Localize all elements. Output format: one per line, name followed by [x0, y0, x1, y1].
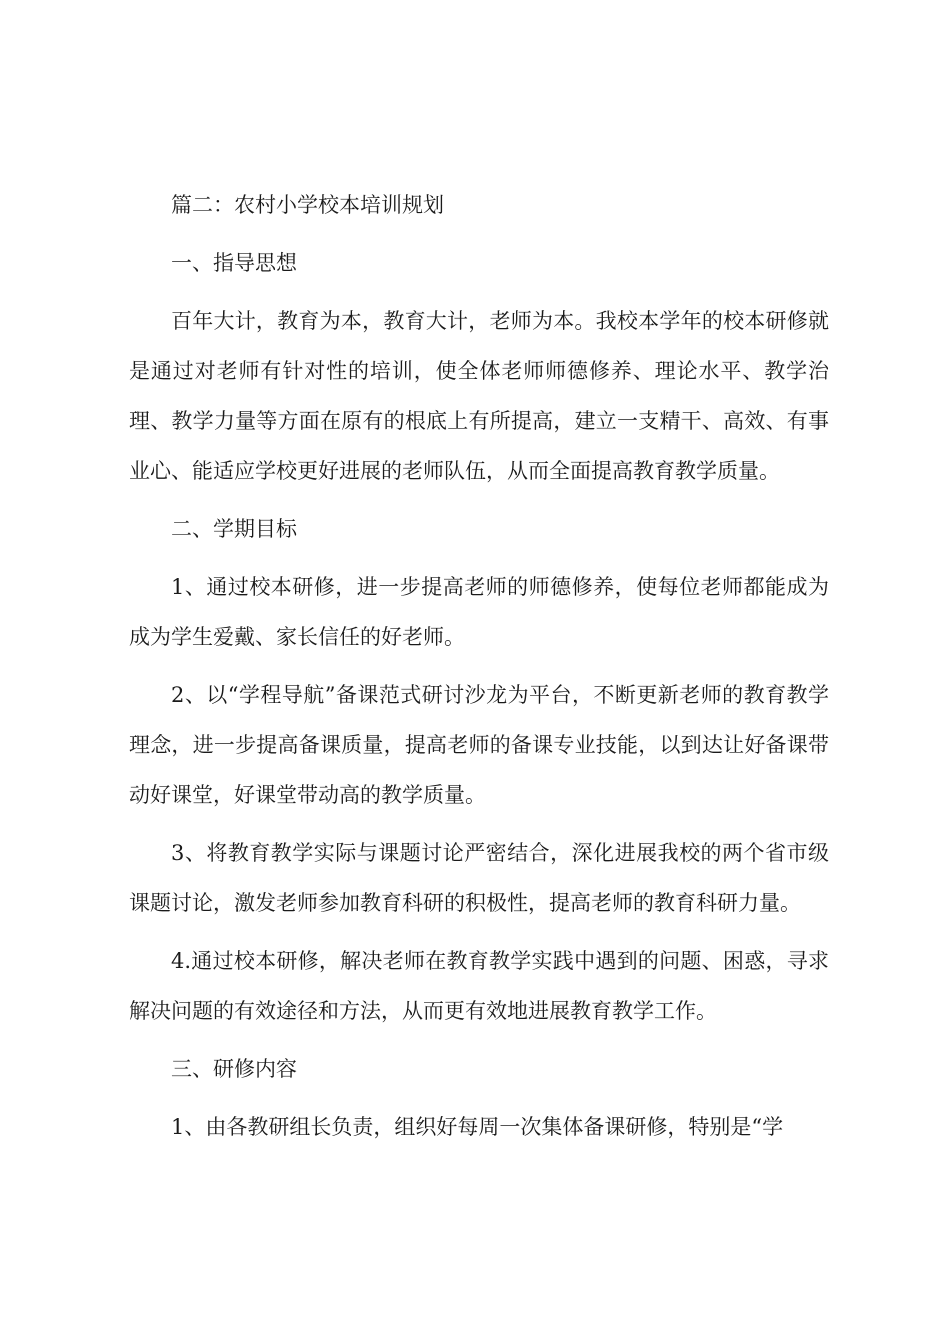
- section-heading-training-content: 三、研修内容: [171, 1057, 297, 1081]
- paragraph-goal-2: 2、以“学程导航”备课范式研讨沙龙为平台，不断更新老师的教育教学理念，进一步提高备课质量，提高老师的备课专业技能，以到达让好备课带动好课堂，好课堂带动高的教学质量。: [129, 683, 829, 807]
- section-heading-semester-goals: 二、学期目标: [171, 517, 297, 541]
- document-title: 篇二：农村小学校本培训规划: [171, 193, 444, 217]
- section-heading-guiding-idea: 一、指导思想: [171, 251, 297, 275]
- paragraph-content-1: 1、由各教研组长负责，组织好每周一次集体备课研修，特别是“学: [171, 1115, 784, 1139]
- paragraph-goal-4: 4.通过校本研修，解决老师在教育教学实践中遇到的问题、困惑，寻求解决问题的有效途径和方法，从而更有效地进展教育教学工作。: [129, 949, 829, 1023]
- paragraph-goal-3: 3、将教育教学实际与课题讨论严密结合，深化进展我校的两个省市级课题讨论，激发老师参加教育科研的积极性，提高老师的教育科研力量。: [129, 841, 829, 915]
- document-body: [129, 180, 829, 1160]
- paragraph-guiding-idea: 百年大计，教育为本，教育大计，老师为本。我校本学年的校本研修就是通过对老师有针对性的培训，使全体老师师德修养、理论水平、教学治理、教学力量等方面在原有的根底上有所提高，建立一支精干、高效、有事业心、能适应学校更好进展的老师队伍，从而全面提高教育教学质量。: [129, 309, 829, 483]
- paragraph-goal-1: 1、通过校本研修，进一步提高老师的师德修养，使每位老师都能成为成为学生爱戴、家长信任的好老师。: [129, 575, 829, 649]
